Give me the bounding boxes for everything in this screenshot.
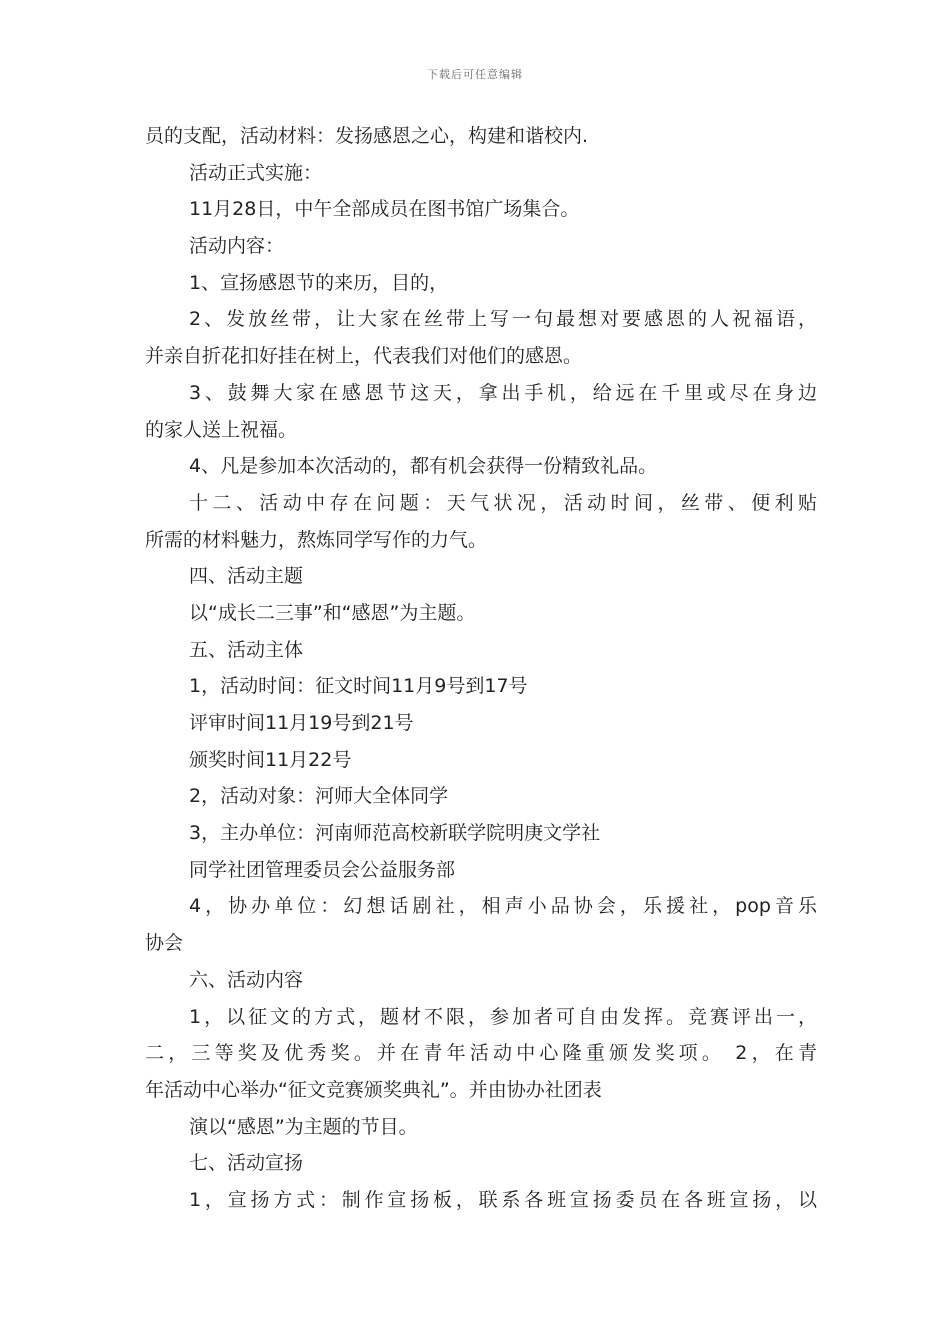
page-header: 下载后可任意编辑 <box>427 68 523 81</box>
text-line: 2、发放丝带，让大家在丝带上写一句最想对要感恩的人祝福语， <box>189 308 817 331</box>
text-line: 11月28日，中午全部成员在图书馆广场集合。 <box>189 198 580 221</box>
text-line: 演以“感恩”为主题的节目。 <box>189 1115 418 1138</box>
text-line: 七、活动宣扬 <box>189 1152 304 1175</box>
text-line: 员的支配，活动材料：发扬感恩之心，构建和谐校内. <box>145 125 589 147</box>
text-line: 以“成长二三事”和“感恩”为主题。 <box>189 601 476 624</box>
text-line: 协会 <box>145 932 184 955</box>
text-line: 评审时间11月19号到21号 <box>189 712 414 734</box>
text-line: 的家人送上祝福。 <box>145 418 298 441</box>
text-line: 1、宣扬感恩节的来历，目的， <box>189 271 449 294</box>
text-line: 颁奖时间11月22号 <box>189 748 352 771</box>
text-line: 4、凡是参加本次活动的，都有机会获得一份精致礼品。 <box>189 455 658 478</box>
text-line: 四、活动主题 <box>189 565 304 588</box>
text-line: 十二、活动中存在问题：天气状况，活动时间，丝带、便利贴 <box>189 491 817 514</box>
document-body <box>145 118 817 1219</box>
text-line: 五、活动主体 <box>189 638 304 661</box>
text-line: 活动内容： <box>189 235 285 258</box>
text-line: 所需的材料魅力，熬炼同学写作的力气。 <box>145 528 488 551</box>
text-line: 3，主办单位：河南师范高校新联学院明庚文学社 <box>189 822 601 845</box>
text-line: 4，协办单位：幻想话剧社，相声小品协会，乐援社，pop音乐 <box>189 895 817 918</box>
text-line: 二，三等奖及优秀奖。并在青年活动中心隆重颁发奖项。 2，在青 <box>145 1042 817 1065</box>
text-line: 1，活动时间：征文时间11月9号到17号 <box>189 675 528 698</box>
text-line: 并亲自折花扣好挂在树上，代表我们对他们的感恩。 <box>145 345 583 368</box>
text-line: 1，宣扬方式：制作宣扬板，联系各班宣扬委员在各班宣扬，以 <box>189 1188 817 1211</box>
text-line: 同学社团管理委员会公益服务部 <box>189 858 456 881</box>
text-line: 年活动中心举办“征文竞赛颁奖典礼”。并由协办社团表 <box>145 1078 602 1101</box>
text-line: 2，活动对象：河师大全体同学 <box>189 785 449 808</box>
text-line: 活动正式实施： <box>189 161 323 184</box>
text-line: 1，以征文的方式，题材不限，参加者可自由发挥。竞赛评出一， <box>189 1005 817 1028</box>
text-line: 六、活动内容 <box>189 968 304 991</box>
text-line: 3、鼓舞大家在感恩节这天，拿出手机，给远在千里或尽在身边 <box>189 381 817 404</box>
